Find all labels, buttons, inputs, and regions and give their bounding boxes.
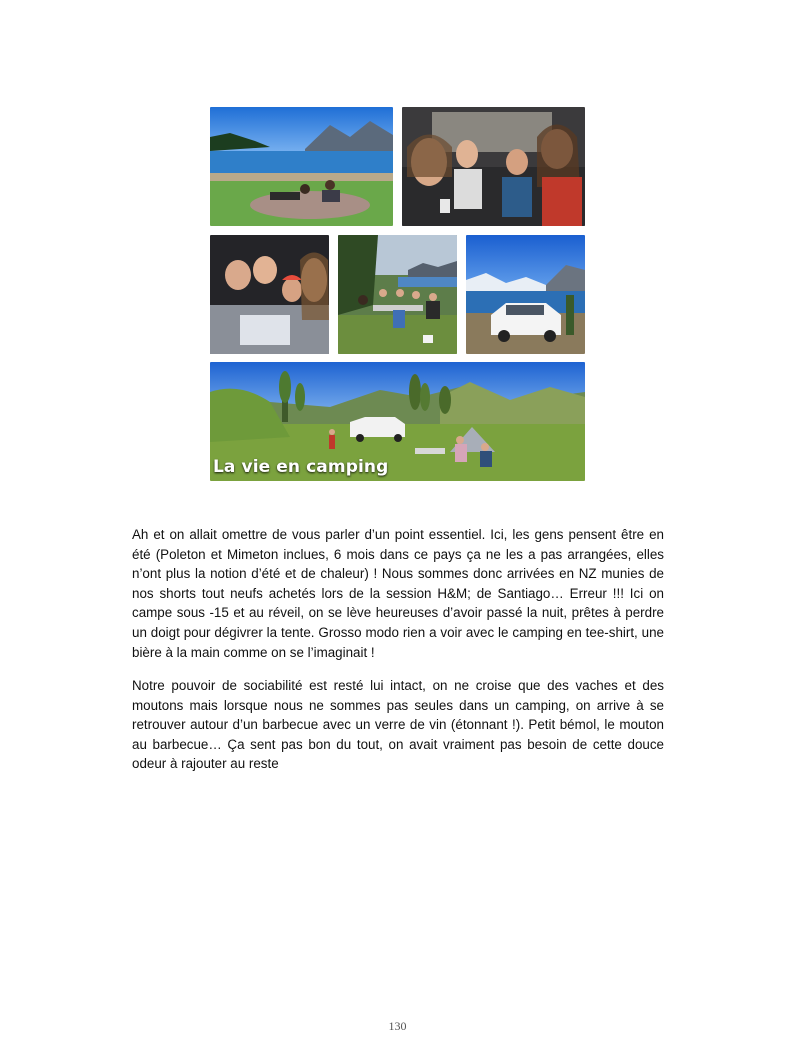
lake-picnic-photo	[210, 107, 393, 226]
collage-caption: La vie en camping	[213, 457, 389, 477]
body-paragraph: Notre pouvoir de sociabilité est resté lui intact, on ne croise que des vaches et des moutons mais lorsque nous ne sommes pas seules dans un camping, on arrive à se retrouver autour d’un barbecue avec un verre de vin (étonnant !). Petit bémol, le mouton au barbecue… Ça sent pas bon du tout, on avait vraiment pas besoin de cette douce odeur à rajouter au reste	[132, 678, 664, 772]
van-selfie-photo	[402, 107, 585, 226]
group-cuddle-photo	[210, 235, 329, 354]
body-paragraph: Ah et on allait omettre de vous parler d’un point essentiel. Ici, les gens pensent être en été (Poleton et Mimeton inclues, 6 mois dans ce pays ça ne les a pas arrangées, elles n’ont plus la notion d’été et de chaleur) ! Nous sommes donc arrivées en NZ munies de nos shorts tout neufs achetés lors de la session H&M; de Santiago… Erreur !!! Ici on campe sous -15 et au réveil, on se lève heureuses d’avoir passé la nuit, prêtes à perdre un doigt pour dégivrer la tente. Grosso modo rien a voir avec le camping en tee-shirt, une bière à la main comme on se l’imaginait !	[132, 527, 664, 660]
campsite-table-photo	[338, 235, 457, 354]
white-car-lake-photo	[466, 235, 585, 354]
page-number: 130	[388, 1019, 407, 1033]
